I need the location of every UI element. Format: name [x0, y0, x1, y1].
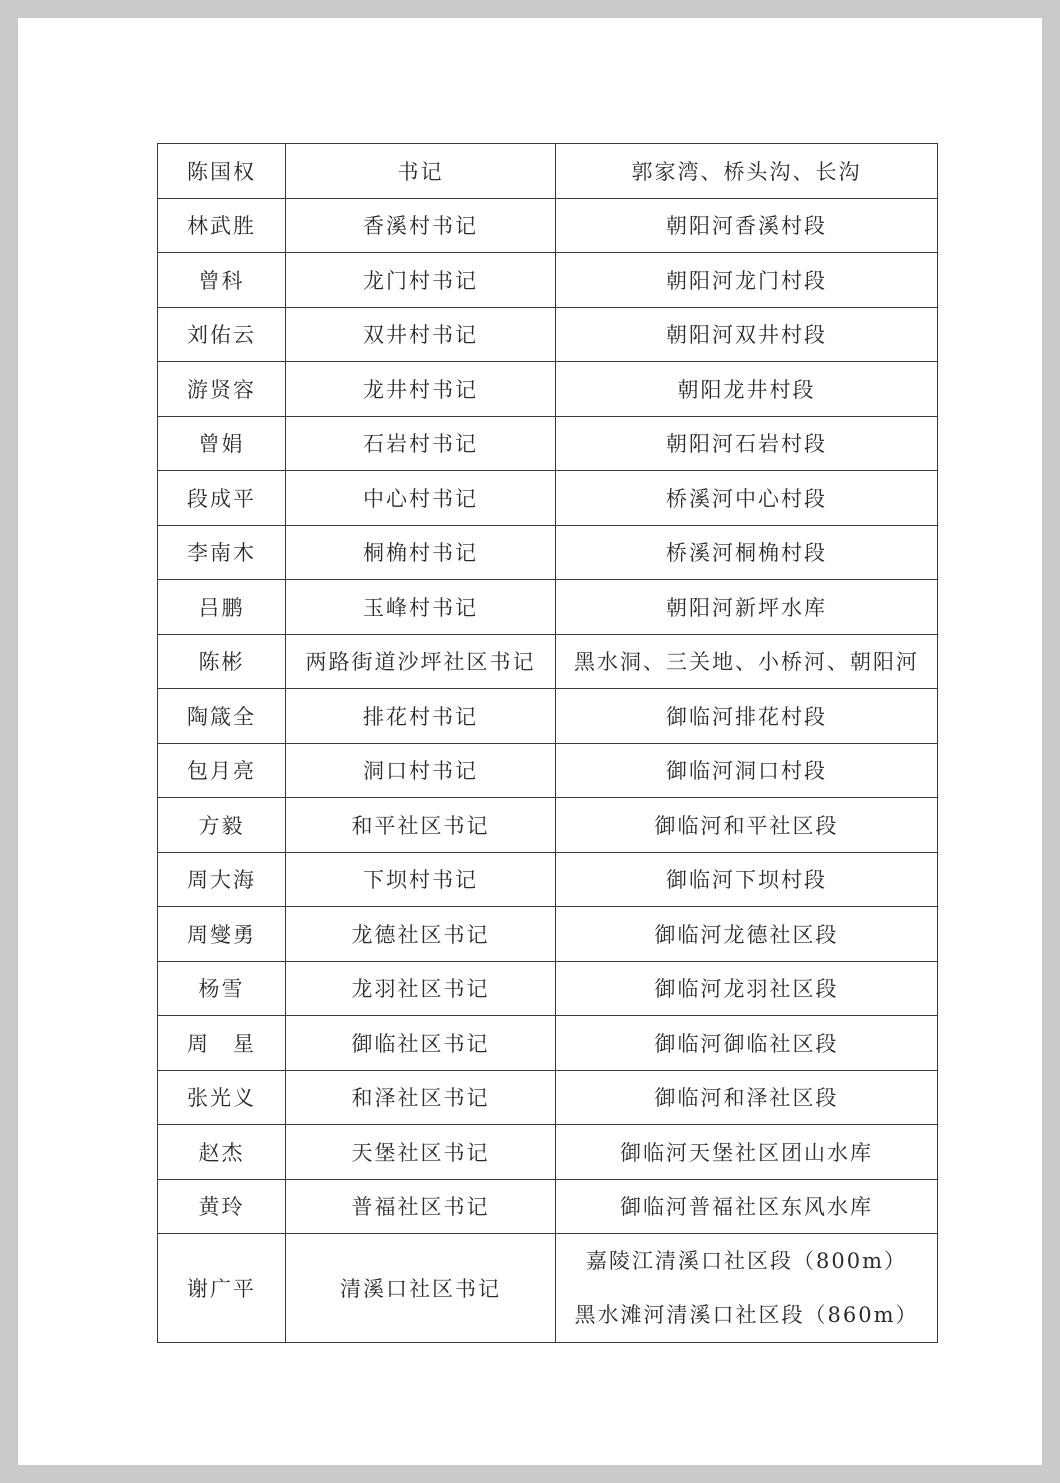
cell-role: 天堡社区书记: [286, 1125, 556, 1180]
cell-name: 赵杰: [158, 1125, 286, 1180]
cell-name: 曾娟: [158, 416, 286, 471]
cell-area: 御临河洞口村段: [556, 743, 938, 798]
table-row: [158, 253, 938, 308]
cell-role: 下坝村书记: [286, 852, 556, 907]
cell-area: 御临河下坝村段: [556, 852, 938, 907]
cell-role: 排花村书记: [286, 689, 556, 744]
cell-area: 朝阳河龙门村段: [556, 253, 938, 308]
cell-area: 御临河御临社区段: [556, 1016, 938, 1071]
table-row: [158, 1125, 938, 1180]
cell-role: 普福社区书记: [286, 1179, 556, 1234]
table-row: [158, 689, 938, 744]
cell-role: 龙井村书记: [286, 362, 556, 417]
cell-role: 龙门村书记: [286, 253, 556, 308]
cell-role: 香溪村书记: [286, 198, 556, 253]
cell-role: 书记: [286, 144, 556, 199]
cell-name: 游贤容: [158, 362, 286, 417]
cell-name: 段成平: [158, 471, 286, 526]
document-page: [18, 18, 1042, 1465]
cell-role: 清溪口社区书记: [286, 1234, 556, 1343]
cell-role: 龙德社区书记: [286, 907, 556, 962]
table-body: [158, 144, 938, 1343]
cell-name: 吕鹏: [158, 580, 286, 635]
table-row: [158, 580, 938, 635]
cell-area: 桥溪河桐桷村段: [556, 525, 938, 580]
cell-name: 黄玲: [158, 1179, 286, 1234]
table-row: [158, 907, 938, 962]
cell-name: 周燮勇: [158, 907, 286, 962]
cell-area: 御临河龙德社区段: [556, 907, 938, 962]
cell-name: 张光义: [158, 1070, 286, 1125]
table-row: [158, 1070, 938, 1125]
table-row: [158, 1016, 938, 1071]
table-row: [158, 1179, 938, 1234]
table-row: [158, 471, 938, 526]
cell-name: 曾科: [158, 253, 286, 308]
cell-name: 周大海: [158, 852, 286, 907]
cell-area: 御临河普福社区东风水库: [556, 1179, 938, 1234]
cell-name: 陈国权: [158, 144, 286, 199]
cell-area: 朝阳河新坪水库: [556, 580, 938, 635]
cell-area: 桥溪河中心村段: [556, 471, 938, 526]
cell-area: 朝阳龙井村段: [556, 362, 938, 417]
cell-name: 谢广平: [158, 1234, 286, 1343]
cell-role: 御临社区书记: [286, 1016, 556, 1071]
cell-role: 洞口村书记: [286, 743, 556, 798]
table-row: [158, 198, 938, 253]
table-row: [158, 634, 938, 689]
cell-area: 御临河和泽社区段: [556, 1070, 938, 1125]
cell-name: 周 星: [158, 1016, 286, 1071]
cell-area: 御临河和平社区段: [556, 798, 938, 853]
cell-area: 朝阳河香溪村段: [556, 198, 938, 253]
cell-area: 御临河天堡社区团山水库: [556, 1125, 938, 1180]
cell-area: 朝阳河双井村段: [556, 307, 938, 362]
table-row: [158, 798, 938, 853]
cell-name: 方毅: [158, 798, 286, 853]
cell-name: 杨雪: [158, 961, 286, 1016]
cell-name: 陶箴全: [158, 689, 286, 744]
cell-name: 刘佑云: [158, 307, 286, 362]
cell-role: 石岩村书记: [286, 416, 556, 471]
table-row: [158, 307, 938, 362]
table-row: [158, 362, 938, 417]
cell-area: 黑水洞、三关地、小桥河、朝阳河: [556, 634, 938, 689]
cell-role: 中心村书记: [286, 471, 556, 526]
cell-name: 李南木: [158, 525, 286, 580]
cell-area-multiline: [556, 1234, 938, 1343]
cell-name: 陈彬: [158, 634, 286, 689]
cell-role: 双井村书记: [286, 307, 556, 362]
cell-role: 和平社区书记: [286, 798, 556, 853]
area-line-2: 黑水滩河清溪口社区段（860m）: [574, 1303, 919, 1327]
cell-role: 桐桷村书记: [286, 525, 556, 580]
table-row: [158, 416, 938, 471]
cell-role: 龙羽社区书记: [286, 961, 556, 1016]
table-row: [158, 961, 938, 1016]
table-row: [158, 852, 938, 907]
cell-area: 朝阳河石岩村段: [556, 416, 938, 471]
cell-name: 林武胜: [158, 198, 286, 253]
cell-area: 御临河排花村段: [556, 689, 938, 744]
table-row: [158, 743, 938, 798]
cell-role: 和泽社区书记: [286, 1070, 556, 1125]
area-line-1: 嘉陵江清溪口社区段（800m）: [586, 1249, 907, 1273]
table-row: [158, 525, 938, 580]
table-row-last: [158, 1234, 938, 1343]
cell-role: 两路街道沙坪社区书记: [286, 634, 556, 689]
cell-area: 御临河龙羽社区段: [556, 961, 938, 1016]
cell-area: 郭家湾、桥头沟、长沟: [556, 144, 938, 199]
cell-name: 包月亮: [158, 743, 286, 798]
responsibility-table: [157, 143, 938, 1343]
table-row: [158, 144, 938, 199]
cell-role: 玉峰村书记: [286, 580, 556, 635]
